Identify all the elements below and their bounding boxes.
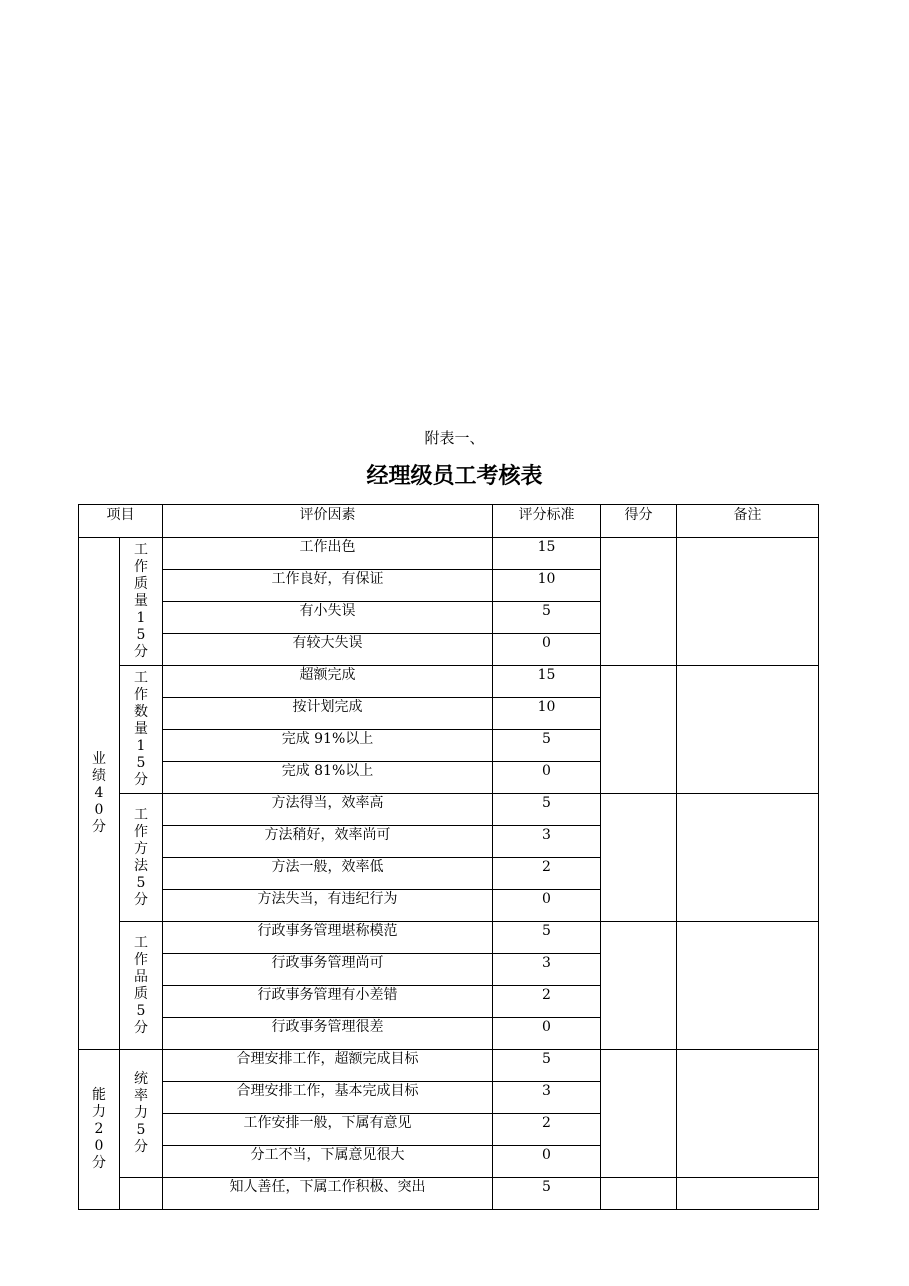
standard-cell: 3 (493, 826, 601, 858)
factor-cell: 按计划完成 (163, 698, 493, 730)
header-standard: 评分标准 (493, 505, 601, 538)
document-subtitle: 附表一、 (424, 429, 485, 447)
standard-cell: 5 (493, 730, 601, 762)
table-row (79, 1050, 819, 1082)
standard-cell: 5 (493, 1178, 601, 1210)
factor-cell: 行政事务管理很差 (163, 1018, 493, 1050)
score-cell[interactable] (601, 794, 677, 922)
factor-cell: 工作良好，有保证 (163, 570, 493, 602)
factor-cell: 行政事务管理有小差错 (163, 986, 493, 1018)
factor-cell: 有小失误 (163, 602, 493, 634)
table-row (79, 922, 819, 954)
group-label-cell (120, 538, 163, 666)
standard-cell: 0 (493, 890, 601, 922)
factor-cell: 行政事务管理尚可 (163, 954, 493, 986)
standard-cell: 5 (493, 1050, 601, 1082)
note-cell[interactable] (677, 922, 819, 1050)
group-label-cell (120, 794, 163, 922)
note-cell[interactable] (677, 794, 819, 922)
category-label-cell (79, 538, 120, 1050)
header-factor: 评价因素 (163, 505, 493, 538)
group-label-cell (120, 1050, 163, 1178)
group-label-cell (120, 1178, 163, 1210)
header-item: 项目 (79, 505, 163, 538)
score-cell[interactable] (601, 922, 677, 1050)
header-note: 备注 (677, 505, 819, 538)
factor-cell: 方法得当，效率高 (163, 794, 493, 826)
factor-cell: 工作安排一般，下属有意见 (163, 1114, 493, 1146)
factor-cell: 方法失当，有违纪行为 (163, 890, 493, 922)
group-label: 统率力5分 (134, 1071, 148, 1155)
table-row (79, 1178, 819, 1210)
factor-cell: 工作出色 (163, 538, 493, 570)
category-label-cell (79, 1050, 120, 1210)
category-label: 能力20分 (92, 1087, 106, 1171)
note-cell[interactable] (677, 666, 819, 794)
factor-cell: 方法一般，效率低 (163, 858, 493, 890)
standard-cell: 0 (493, 634, 601, 666)
header-score: 得分 (601, 505, 677, 538)
factor-cell: 知人善任，下属工作积极、突出 (163, 1178, 493, 1210)
note-cell[interactable] (677, 1050, 819, 1178)
score-cell[interactable] (601, 538, 677, 666)
standard-cell: 3 (493, 1082, 601, 1114)
header-row (79, 505, 819, 538)
standard-cell: 10 (493, 698, 601, 730)
factor-cell: 完成 81%以上 (163, 762, 493, 794)
factor-cell: 超额完成 (163, 666, 493, 698)
factor-cell: 合理安排工作，超额完成目标 (163, 1050, 493, 1082)
score-cell[interactable] (601, 1178, 677, 1210)
score-cell[interactable] (601, 1050, 677, 1178)
standard-cell: 0 (493, 1146, 601, 1178)
category-label: 业绩40分 (92, 751, 106, 835)
note-cell[interactable] (677, 1178, 819, 1210)
document-title: 经理级员工考核表 (366, 463, 543, 489)
group-label-cell (120, 666, 163, 794)
factor-cell: 完成 91%以上 (163, 730, 493, 762)
standard-cell: 0 (493, 762, 601, 794)
factor-cell: 有较大失误 (163, 634, 493, 666)
group-label: 工作品质5分 (134, 934, 148, 1036)
table-row (79, 538, 819, 570)
standard-cell: 0 (493, 1018, 601, 1050)
score-cell[interactable] (601, 666, 677, 794)
note-cell[interactable] (677, 538, 819, 666)
standard-cell: 2 (493, 1114, 601, 1146)
standard-cell: 2 (493, 986, 601, 1018)
group-label-cell (120, 922, 163, 1050)
standard-cell: 10 (493, 570, 601, 602)
group-label: 工作质量15分 (134, 542, 148, 660)
factor-cell: 合理安排工作，基本完成目标 (163, 1082, 493, 1114)
group-label: 工作数量15分 (134, 670, 148, 788)
table-row (79, 794, 819, 826)
standard-cell: 15 (493, 666, 601, 698)
table-row (79, 666, 819, 698)
factor-cell: 行政事务管理堪称模范 (163, 922, 493, 954)
factor-cell: 分工不当，下属意见很大 (163, 1146, 493, 1178)
evaluation-table (78, 504, 819, 1210)
factor-cell: 方法稍好，效率尚可 (163, 826, 493, 858)
standard-cell: 5 (493, 602, 601, 634)
standard-cell: 5 (493, 794, 601, 826)
standard-cell: 2 (493, 858, 601, 890)
standard-cell: 3 (493, 954, 601, 986)
standard-cell: 15 (493, 538, 601, 570)
standard-cell: 5 (493, 922, 601, 954)
group-label: 工作方法5分 (134, 806, 148, 908)
